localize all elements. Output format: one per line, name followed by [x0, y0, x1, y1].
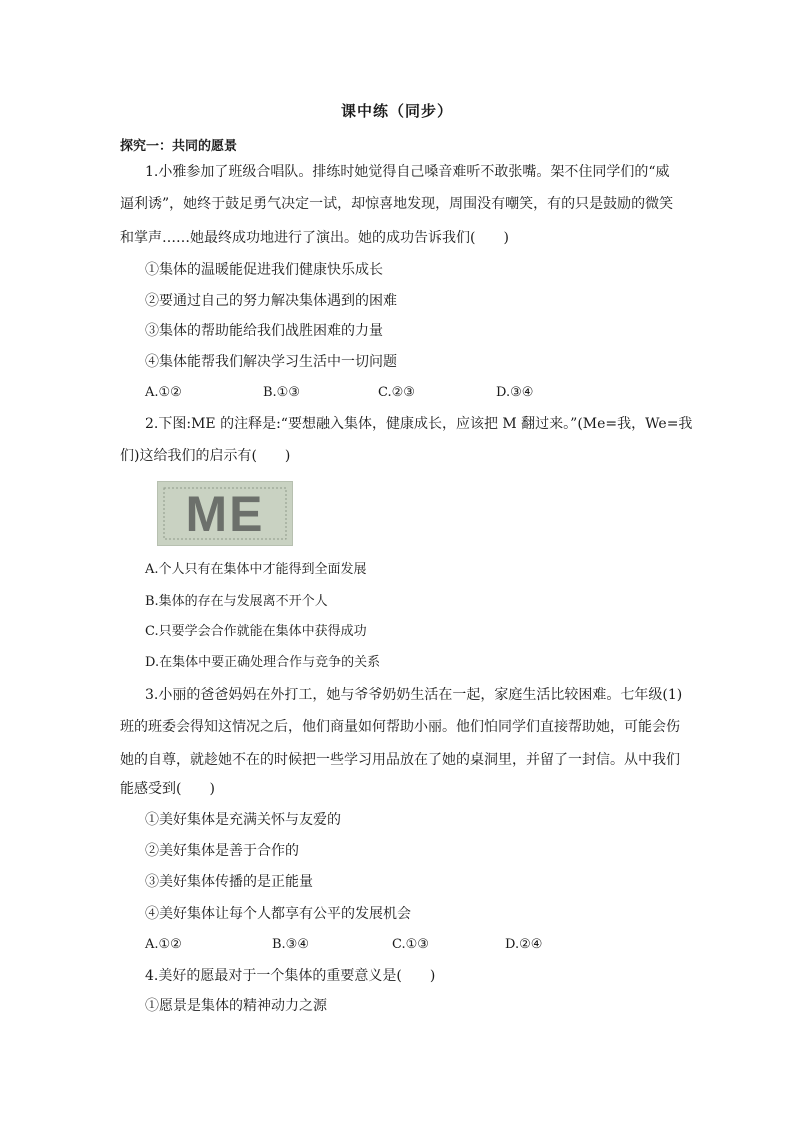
- q3-option-d: D.②④: [505, 937, 543, 952]
- q1-option-c: C.②③: [378, 385, 415, 400]
- q2-stem-line-2: 们)这给我们的启示有( ): [120, 448, 291, 464]
- q2-option-a: A.个人只有在集体中才能得到全面发展: [145, 562, 367, 577]
- q3-item-3: ③美好集体传播的是正能量: [145, 874, 313, 890]
- section-heading: 探究一：共同的愿景: [120, 139, 238, 154]
- q3-option-b: B.③④: [272, 937, 309, 952]
- q3-item-1: ①美好集体是充满关怀与友爱的: [145, 812, 341, 828]
- q3-stem-line-3: 她的自尊，就趁她不在的时候把一些学习用品放在了她的桌洞里，并留了一封信。从中我们: [120, 752, 680, 768]
- me-figure-image: [157, 481, 293, 546]
- q1-item-2: ②要通过自己的努力解决集体遇到的困难: [145, 293, 397, 309]
- q1-item-3: ③集体的帮助能给我们战胜困难的力量: [145, 323, 383, 339]
- q1-option-b: B.①③: [263, 385, 300, 400]
- q1-item-1: ①集体的温暖能促进我们健康快乐成长: [145, 262, 383, 278]
- q1-stem-line-3: 和掌声……她最终成功地进行了演出。她的成功告诉我们( ): [120, 230, 509, 246]
- q2-option-c: C.只要学会合作就能在集体中获得成功: [145, 624, 367, 639]
- q1-options: [145, 383, 645, 403]
- q3-item-4: ④美好集体让每个人都享有公平的发展机会: [145, 906, 411, 922]
- q3-stem-line-2: 班的班委会得知这情况之后，他们商量如何帮助小丽。他们怕同学们直接帮助她，可能会伤: [120, 719, 680, 735]
- q2-option-b: B.集体的存在与发展离不开个人: [145, 594, 328, 609]
- q3-option-c: C.①③: [392, 937, 429, 952]
- page-title: 课中练（同步）: [340, 102, 453, 120]
- q2-stem-line-1: 2.下图:ME 的注释是:“要想融入集体，健康成长，应该把 M 翻过来。”(Me=我，We=我: [145, 416, 693, 432]
- q1-option-a: A.①②: [145, 385, 182, 400]
- me-image-text: ME: [185, 486, 265, 542]
- q1-stem-line-1: 1.小雅参加了班级合唱队。排练时她觉得自己嗓音难听不敢张嘴。架不住同学们的“威: [145, 164, 670, 180]
- q1-option-d: D.③④: [496, 385, 534, 400]
- q3-stem-line-4: 能感受到( ): [120, 781, 215, 797]
- q1-item-4: ④集体能帮我们解决学习生活中一切问题: [145, 354, 397, 370]
- q3-stem-line-1: 3.小丽的爸爸妈妈在外打工，她与爷爷奶奶生活在一起，家庭生活比较困难。七年级(1): [145, 687, 683, 703]
- q4-item-1: ①愿景是集体的精神动力之源: [145, 998, 327, 1014]
- q4-stem-line-1: 4.美好的愿最对于一个集体的重要意义是( ): [145, 968, 436, 984]
- q3-item-2: ②美好集体是善于合作的: [145, 843, 299, 859]
- q1-stem-line-2: 逼利诱”，她终于鼓足勇气决定一试，却惊喜地发现，周围没有嘲笑，有的只是鼓励的微笑: [120, 196, 674, 212]
- q3-options: [145, 935, 645, 955]
- q3-option-a: A.①②: [145, 937, 182, 952]
- q2-option-d: D.在集体中要正确处理合作与竞争的关系: [145, 655, 381, 670]
